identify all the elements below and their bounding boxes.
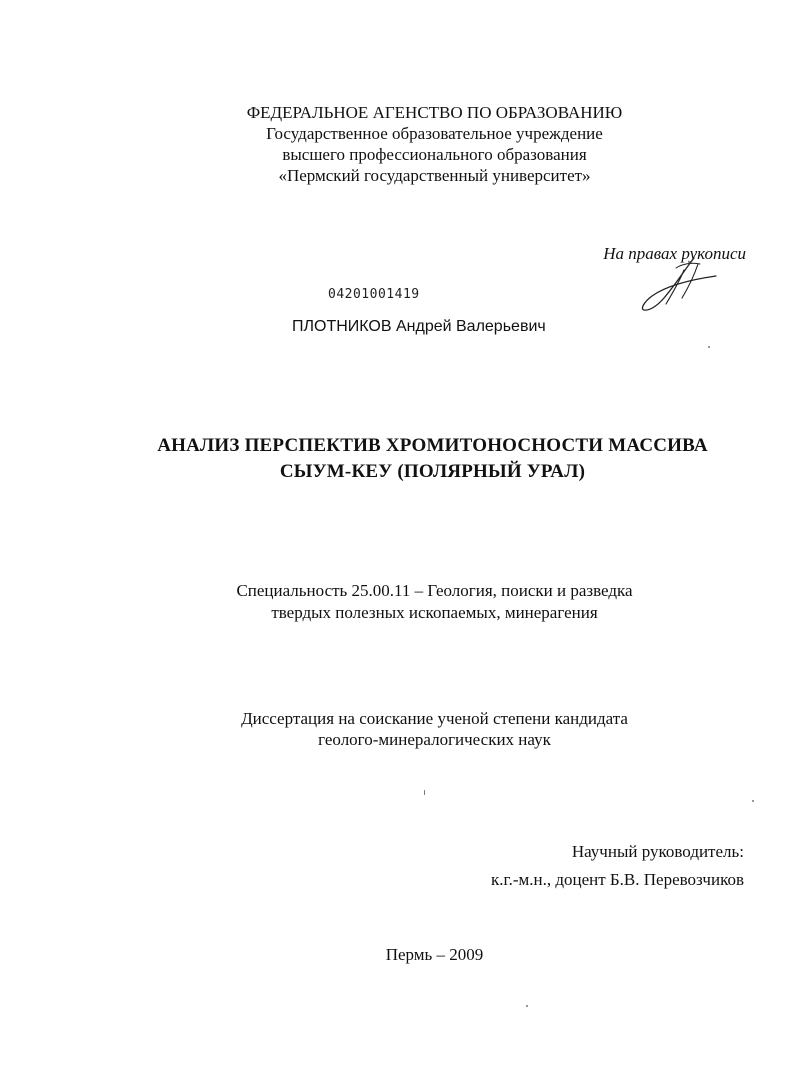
registration-number: 04201001419	[328, 287, 420, 302]
specialty-line-2: твердых полезных ископаемых, минерагения	[271, 603, 598, 622]
supervisor-name: к.г.-м.н., доцент Б.В. Перевозчиков	[491, 870, 744, 889]
handwritten-signature	[636, 254, 726, 316]
dissertation-title-line-1: АНАЛИЗ ПЕРСПЕКТИВ ХРОМИТОНОСНОСТИ МАССИВА	[157, 435, 708, 456]
degree-line-2: геолого-минералогических наук	[318, 730, 551, 749]
city-year: Пермь – 2009	[385, 945, 484, 964]
scan-speck	[424, 790, 425, 795]
specialty-line-1: Специальность 25.00.11 – Геология, поиски и разведка	[236, 581, 633, 600]
degree-line-1: Диссертация на соискание ученой степени кандидата	[241, 709, 628, 728]
dissertation-title-line-2: СЫУМ-КЕУ (ПОЛЯРНЫЙ УРАЛ)	[279, 461, 586, 482]
scan-speck	[708, 346, 710, 348]
author-name: ПЛОТНИКОВ Андрей Валерьевич	[292, 318, 546, 335]
scan-speck	[526, 1005, 528, 1007]
institution-line-1: Государственное образовательное учреждение	[266, 124, 603, 143]
agency-heading: ФЕДЕРАЛЬНОЕ АГЕНСТВО ПО ОБРАЗОВАНИЮ	[246, 103, 623, 122]
scan-speck	[752, 800, 754, 802]
supervisor-label: Научный руководитель:	[571, 842, 744, 861]
university-name: «Пермский государственный университет»	[278, 166, 591, 185]
manuscript-note: На правах рукописи	[603, 244, 746, 263]
institution-line-2: высшего профессионального образования	[282, 145, 587, 164]
